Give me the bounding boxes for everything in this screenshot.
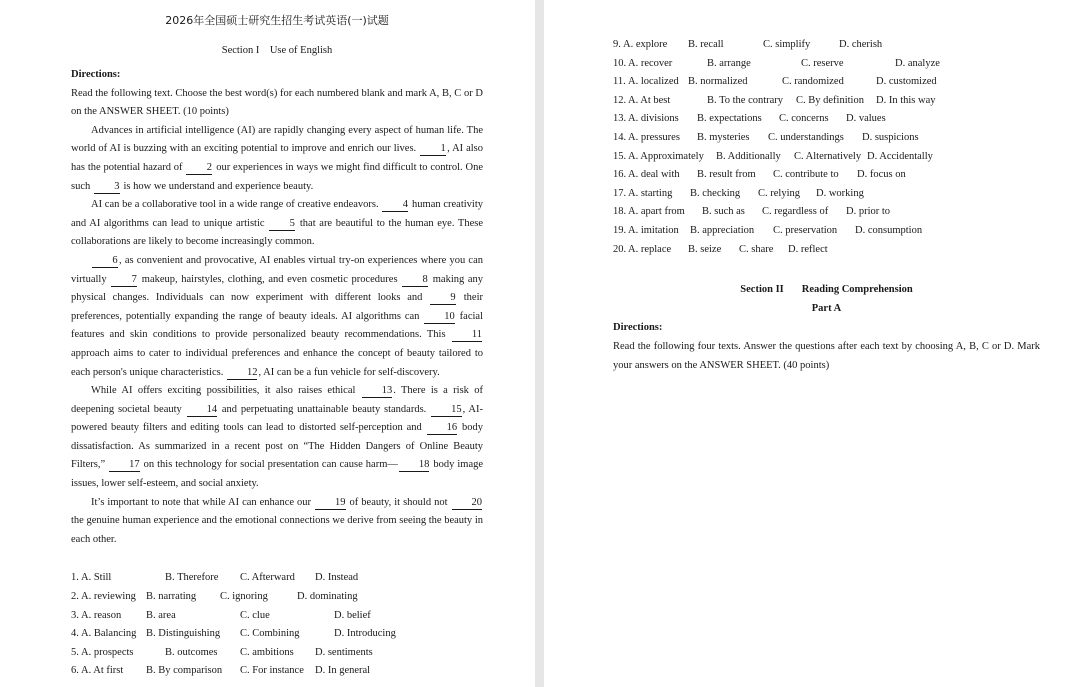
passage-paragraph-5: [71, 494, 483, 550]
option-d: D. belief: [334, 609, 371, 621]
option-c: C. relying: [758, 187, 800, 199]
option-c: C. concerns: [779, 113, 829, 125]
question-number: 16.: [613, 169, 627, 181]
option-d: D. sentiments: [315, 646, 373, 658]
option-c: C. Alternatively: [794, 150, 862, 162]
passage-text: our experiences in ways we might find difficult to control. One such: [71, 161, 483, 192]
option-row: [613, 203, 1040, 222]
option-a: A. prospects: [81, 646, 134, 658]
option-d: D. focus on: [857, 169, 906, 181]
option-c: C. share: [739, 243, 774, 255]
question-number: 15.: [613, 150, 627, 162]
blank-18: 18: [399, 459, 430, 472]
question-number: 6.: [71, 665, 79, 677]
passage-text: . There is a risk of deepening societal beauty: [71, 385, 483, 415]
passage-text: on this technology for social presentation can cause harm—: [140, 459, 398, 471]
passage-paragraph-2: [71, 196, 483, 252]
blank-7: 7: [111, 274, 137, 287]
option-d: D. analyze: [895, 57, 940, 69]
blank-11: 11: [452, 329, 482, 342]
passage-text: Advances in artificial intelligence (AI) are rapidly changing every aspect of human life. The world of AI is buzzing with an exciting potential to improve and enrich our lives.: [71, 124, 483, 155]
option-row: [613, 36, 1040, 55]
section-2-label: Section II: [740, 284, 784, 296]
blank-19: 19: [315, 497, 346, 510]
section-2-title: [613, 281, 1040, 300]
option-b: B. mysteries: [697, 131, 750, 143]
passage-paragraph-4: [71, 382, 483, 494]
exam-page-right: [544, 0, 1080, 687]
option-a: A. Approximately: [628, 150, 704, 162]
option-row: [71, 644, 483, 663]
blank-2: 2: [186, 162, 212, 175]
option-d: D. dominating: [297, 591, 358, 603]
option-row: [71, 588, 483, 607]
exam-title: 2026年全国硕士研究生招生考试英语(一)试题: [165, 14, 389, 27]
blank-1: 1: [420, 143, 446, 156]
question-number: 5.: [71, 646, 79, 658]
option-row: [613, 110, 1040, 129]
blank-6: 6: [92, 255, 118, 268]
directions-text: Read the following text. Choose the best word(s) for each numbered blank and mark A, B, C or D on the ANSWER SHEET. (10 points): [71, 87, 483, 118]
option-c: C. ambitions: [240, 646, 294, 658]
option-b: B. appreciation: [690, 224, 755, 236]
option-a: A. At best: [628, 94, 671, 106]
question-number: 3.: [71, 609, 79, 621]
blank-9: 9: [430, 292, 456, 305]
blank-3: 3: [94, 181, 120, 194]
question-number: 2.: [71, 591, 79, 603]
blank-8: 8: [402, 274, 428, 287]
option-c: C. reserve: [801, 57, 844, 69]
option-b: B. such as: [702, 206, 745, 218]
option-a: A. imitation: [628, 224, 679, 236]
option-c: C. randomized: [782, 76, 844, 88]
passage-paragraph-1: [71, 122, 483, 196]
option-a: A. explore: [623, 39, 668, 50]
option-b: B. normalized: [688, 76, 748, 88]
question-number: 12.: [613, 94, 627, 106]
option-b: B. expectations: [697, 113, 762, 125]
passage-text: makeup, hairstyles, clothing, and even cosmetic procedures: [138, 273, 402, 285]
directions-text-2: Read the following four texts. Answer the questions after each text by choosing A, B, C or D. Mark your answers on the ANSWER SHEET. (40 points): [613, 340, 1040, 371]
option-b: B. Distinguishing: [146, 628, 221, 640]
question-number: 10.: [613, 57, 627, 69]
passage-text: their preferences, potentially expanding the range of beauty ideals. AI algorithms can: [71, 292, 483, 322]
option-c: C. clue: [240, 609, 270, 621]
option-a: A. localized: [628, 76, 679, 88]
option-c: C. By definition: [796, 94, 864, 106]
passage-text: is how we understand and experience beauty.: [120, 180, 314, 192]
option-a: A. starting: [628, 187, 673, 199]
passage-text: facial features and skin conditions to provide personalized beauty recommendations. This: [71, 310, 483, 341]
blank-12: 12: [227, 367, 258, 380]
blank-4: 4: [382, 199, 408, 212]
option-a: A. reviewing: [81, 591, 136, 603]
option-c: C. regardless of: [762, 206, 829, 218]
blank-17: 17: [109, 459, 140, 472]
passage-text: body image issues, lower self-esteem, and social anxiety.: [71, 459, 484, 490]
passage-text: that are beautiful to the human eye. These collaborations are likely to become increasingly common.: [71, 217, 484, 248]
option-b: B. seize: [688, 243, 722, 255]
passage-text: of beauty, it should not: [346, 496, 451, 508]
passage-text: the genuine human experience and the emotional connections we derive from seeing the beauty in each other.: [71, 515, 483, 545]
passage-text: , AI also has the potential hazard of: [71, 143, 483, 173]
option-d: D. suspicions: [862, 131, 919, 143]
option-b: B. recall: [688, 39, 724, 50]
option-a: A. apart from: [628, 206, 685, 218]
passage-text: , as convenient and provocative, AI enables virtual try-on experiences where you can virtually: [71, 254, 483, 285]
option-d: D. In this way: [876, 94, 936, 106]
option-a: A. replace: [628, 243, 672, 255]
option-c: C. simplify: [763, 39, 811, 50]
option-d: D. consumption: [855, 224, 923, 236]
passage-text: approach aims to cater to individual preferences and enhance the concept of beauty tailored to each person's unique characteristics.: [71, 347, 483, 378]
option-a: A. At first: [81, 665, 124, 677]
option-d: D. In general: [315, 665, 371, 677]
option-b: B. narrating: [146, 591, 197, 603]
option-d: D. reflect: [788, 243, 828, 255]
blank-10: 10: [424, 311, 455, 324]
option-b: B. By comparison: [146, 665, 223, 677]
options-list-right: [613, 36, 1040, 259]
option-a: A. Still: [81, 572, 112, 584]
passage-text: It’s important to note that while AI can enhance our: [91, 496, 315, 508]
option-d: D. Instead: [315, 572, 359, 584]
blank-5: 5: [269, 218, 295, 231]
option-a: A. recover: [628, 57, 673, 69]
passage-text: body dissatisfaction. As summarized in a recent post on “The Hidden Dangers of Online Beauty Filters,”: [71, 422, 484, 471]
passage-text: and perpetuating unattainable beauty standards.: [218, 403, 431, 415]
option-b: B. checking: [690, 187, 741, 199]
option-b: B. Therefore: [165, 572, 219, 584]
question-number: 18.: [613, 206, 627, 218]
question-number: 1.: [71, 572, 79, 584]
option-row: [71, 662, 483, 681]
option-d: D. Accidentally: [867, 150, 933, 162]
option-a: A. pressures: [628, 131, 680, 143]
option-a: A. deal with: [628, 169, 680, 181]
option-d: D. cherish: [839, 39, 883, 50]
option-b: B. arrange: [707, 57, 751, 69]
question-number: 13.: [613, 113, 627, 125]
option-b: B. Additionally: [716, 150, 781, 162]
option-row: [613, 166, 1040, 185]
passage-text: AI can be a collaborative tool in a wide range of creative endeavors.: [91, 199, 382, 211]
option-c: C. Afterward: [240, 572, 295, 584]
option-b: B. To the contrary: [707, 94, 784, 106]
option-row: [613, 148, 1040, 167]
blank-15: 15: [431, 404, 462, 417]
option-c: C. understandings: [768, 131, 844, 143]
options-list-left: [71, 569, 483, 681]
passage-text: , AI-powered beauty filters and editing tools can lead to distorted self-perception and: [71, 403, 483, 434]
passage-text: While AI offers exciting possibilities, it also raises ethical: [91, 385, 361, 397]
option-c: C. For instance: [240, 665, 304, 677]
blank-13: 13: [362, 385, 393, 398]
option-d: D. prior to: [846, 206, 891, 218]
option-row: [613, 55, 1040, 74]
blank-16: 16: [427, 422, 458, 435]
passage-text: making any physical changes. Individuals can now experiment with different looks and: [71, 273, 484, 304]
option-row: [613, 185, 1040, 204]
directions-heading-2: Directions:: [613, 322, 663, 334]
option-row: [71, 625, 483, 644]
option-a: A. divisions: [628, 113, 679, 125]
option-c: C. preservation: [773, 224, 838, 236]
option-row: [613, 222, 1040, 241]
option-row: [71, 607, 483, 626]
section-2-subtitle: Reading Comprehension: [801, 284, 913, 296]
option-row: [71, 569, 483, 588]
question-number: 14.: [613, 131, 627, 143]
option-a: A. Balancing: [81, 628, 137, 640]
option-b: B. area: [146, 609, 176, 621]
part-a-title: Part A: [811, 302, 842, 314]
option-d: D. customized: [876, 76, 937, 88]
option-row: [613, 73, 1040, 92]
question-number: 4.: [71, 628, 79, 640]
directions-heading: Directions:: [71, 69, 121, 80]
option-d: D. Introducing: [334, 628, 396, 640]
blank-20: 20: [452, 497, 483, 510]
passage-text: human creativity and AI algorithms can lead to unique artistic: [71, 199, 483, 229]
option-d: D. working: [816, 187, 864, 199]
option-row: [613, 129, 1040, 148]
passage-paragraph-3: [71, 252, 483, 382]
option-b: B. outcomes: [165, 646, 218, 658]
exam-page-left: [0, 0, 535, 687]
option-a: A. reason: [81, 609, 122, 621]
option-row: [613, 92, 1040, 111]
option-c: C. contribute to: [773, 169, 839, 181]
blank-14: 14: [187, 404, 218, 417]
section-1-title: Section I Use of English: [221, 45, 333, 56]
question-number: 19.: [613, 224, 627, 236]
question-number: 11.: [613, 76, 626, 88]
option-row: [613, 241, 1040, 260]
option-c: C. Combining: [240, 628, 300, 640]
passage-text: , AI can be a fun vehicle for self-discovery.: [258, 366, 440, 378]
question-number: 20.: [613, 243, 627, 255]
option-b: B. result from: [697, 169, 756, 181]
option-c: C. ignoring: [220, 591, 268, 603]
question-number: 9.: [613, 39, 621, 50]
question-number: 17.: [613, 187, 627, 199]
option-d: D. values: [846, 113, 886, 125]
